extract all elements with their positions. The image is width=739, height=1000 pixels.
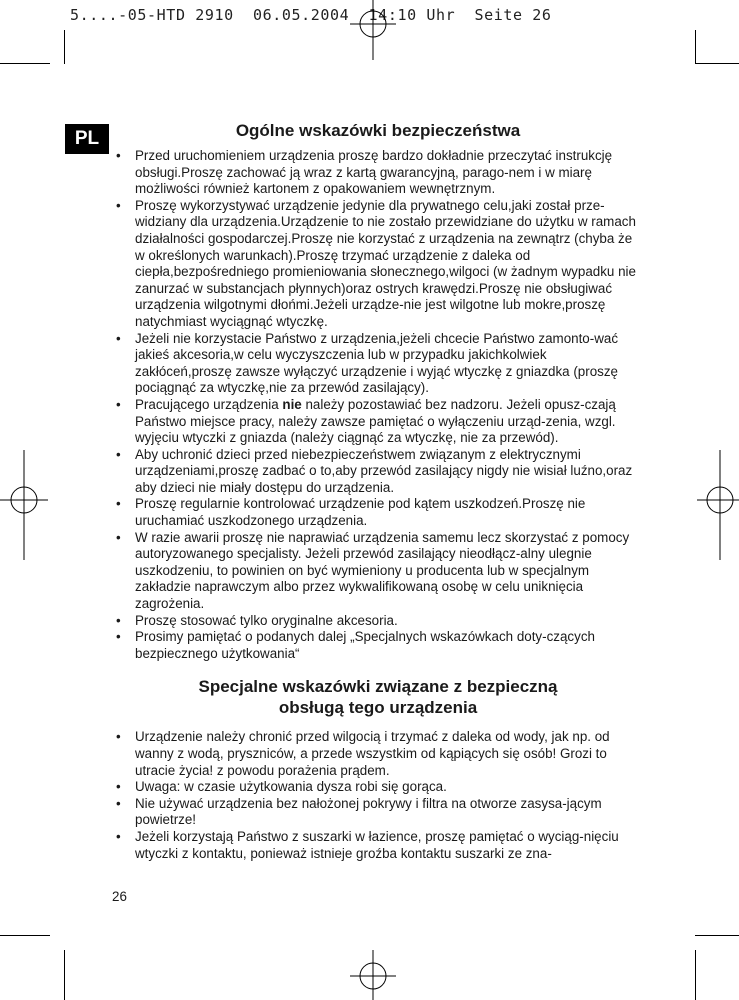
section-title-special-safety (116, 676, 640, 718)
list-item (116, 397, 640, 447)
registration-mark-left-icon (0, 450, 50, 560)
list-item-text: należy pozostawiać bez nadzoru. Jeżeli opusz-czają Państwo miejsce pracy, należy zawsze pamiętać o wyłączeniu urząd-zenia, wzgl. wyjęciu wtyczki z gniazda (należy ciągnąć za wtyczkę, nie za przewód). (135, 396, 616, 446)
list-item: • Nie używać urządzenia bez nałożonej pokrywy i filtra na otworze zasysa-jącym powietrze! (116, 796, 640, 829)
crop-mark-bottom-left-h (0, 935, 50, 936)
registration-mark-right-icon (693, 450, 739, 560)
list-item: • Jeżeli nie korzystacie Państwo z urządzenia,jeżeli chcecie Państwo zamonto-wać jakieś akcesoria,w celu wyczyszczenia lub w przypadku jakichkolwiek zakłóceń,proszę zawsze wyłączyć urządzenie i wyjąć wtyczkę z gniazdka (proszę pociągnąć za wtyczkę,nie za przewód zasilający). (116, 331, 640, 397)
list-item: • Proszę regularnie kontrolować urządzenie pod kątem uszkodzeń.Proszę nie uruchamiać uszkodzonego urządzenia. (116, 496, 640, 529)
section-title-line: Specjalne wskazówki związane z bezpieczną (198, 677, 558, 697)
page-number: 26 (112, 889, 127, 904)
printer-slug: 5....-05-HTD 2910 06.05.2004 14:10 Uhr Seite 26 (70, 6, 552, 24)
list-item: • Jeżeli korzystają Państwo z suszarki w łazience, proszę pamiętać o wyciąg-nięciu wtyczki z kontaktu, ponieważ istnieje groźba kontaktu suszarki ze zna- (116, 829, 640, 862)
crop-mark-top-right-v (695, 30, 696, 64)
crop-mark-top-left-h (0, 63, 50, 64)
language-tab: PL (65, 124, 109, 154)
emphasis-not: nie (282, 396, 302, 412)
special-safety-list (116, 729, 640, 862)
page-content (116, 120, 640, 862)
registration-mark-top-icon (348, 0, 398, 62)
list-item: • Proszę stosować tylko oryginalne akcesoria. (116, 613, 640, 630)
list-item: • W razie awarii proszę nie naprawiać urządzenia samemu lecz skorzystać z pomocy autoryzowanego specjalisty. Jeżeli przewód zasilający nieodłącz-alny ulegnie uszkodzeniu, to powinien on być wymieniony u producenta lub w specjalnym zakładzie naprawczym albo przez wykwalifikowaną osobę w celu uniknięcia zagrożenia. (116, 530, 640, 613)
crop-mark-bottom-right-v (695, 950, 696, 1000)
crop-mark-bottom-right-h (695, 935, 739, 936)
crop-mark-top-right-h (695, 63, 739, 64)
section-title-general-safety: Ogólne wskazówki bezpieczeństwa (235, 121, 521, 140)
list-item: • Proszę wykorzystywać urządzenie jedynie dla prywatnego celu,jaki został prze-widziany dla urządzenia.Urządzenie to nie zostało przewidziane do użytku w ramach działalności gospodarczej.Proszę nie korzystać z urządzenia na zewnątrz (chyba że w określonych warunkach).Proszę trzymać urządzenie z daleka od ciepła,bezpośredniego promieniowania słonecznego,wilgoci (w żadnym wypadku nie zanurzać w substancjach płynnych)oraz ostrych krawędzi.Proszę nie obsługiwać urządzenia wilgotnymi dłońmi.Jeżeli urządze-nie jest wilgotne lub mokre,proszę natychmiast wyciągnąć wtyczkę. (116, 198, 640, 331)
crop-mark-top-left-v (64, 30, 65, 64)
list-item: • Urządzenie należy chronić przed wilgocią i trzymać z daleka od wody, jak np. od wanny z wodą, pryszniców, a przede wszystkim od kąpiących się osób! Grozi to utracie życia! z powodu porażenia prądem. (116, 729, 640, 779)
general-safety-list (116, 148, 640, 662)
list-item: • Prosimy pamiętać o podanych dalej „Specjalnych wskazówkach doty-czących bezpiecznego użytkowania“ (116, 629, 640, 662)
registration-mark-bottom-icon (348, 950, 398, 1000)
section-title-line: obsługą tego urządzenia (278, 698, 478, 718)
list-item-text: Pracującego urządzenia (135, 396, 283, 412)
list-item: • Aby uchronić dzieci przed niebezpieczeństwem związanym z elektrycznymi urządzeniami,proszę zadbać o to,aby przewód zasilający nigdy nie wisiał luźno,oraz aby dzieci nie miały dostępu do urządzenia. (116, 447, 640, 497)
list-item: • Przed uruchomieniem urządzenia proszę bardzo dokładnie przeczytać instrukcję obsługi.Proszę zachować ją wraz z kartą gwarancyjną, parago-nem i w miarę możliwości również kartonem z opakowaniem wewnętrznym. (116, 148, 640, 198)
crop-mark-bottom-left-v (64, 950, 65, 1000)
list-item: • Uwaga: w czasie użytkowania dysza robi się gorąca. (116, 779, 640, 796)
